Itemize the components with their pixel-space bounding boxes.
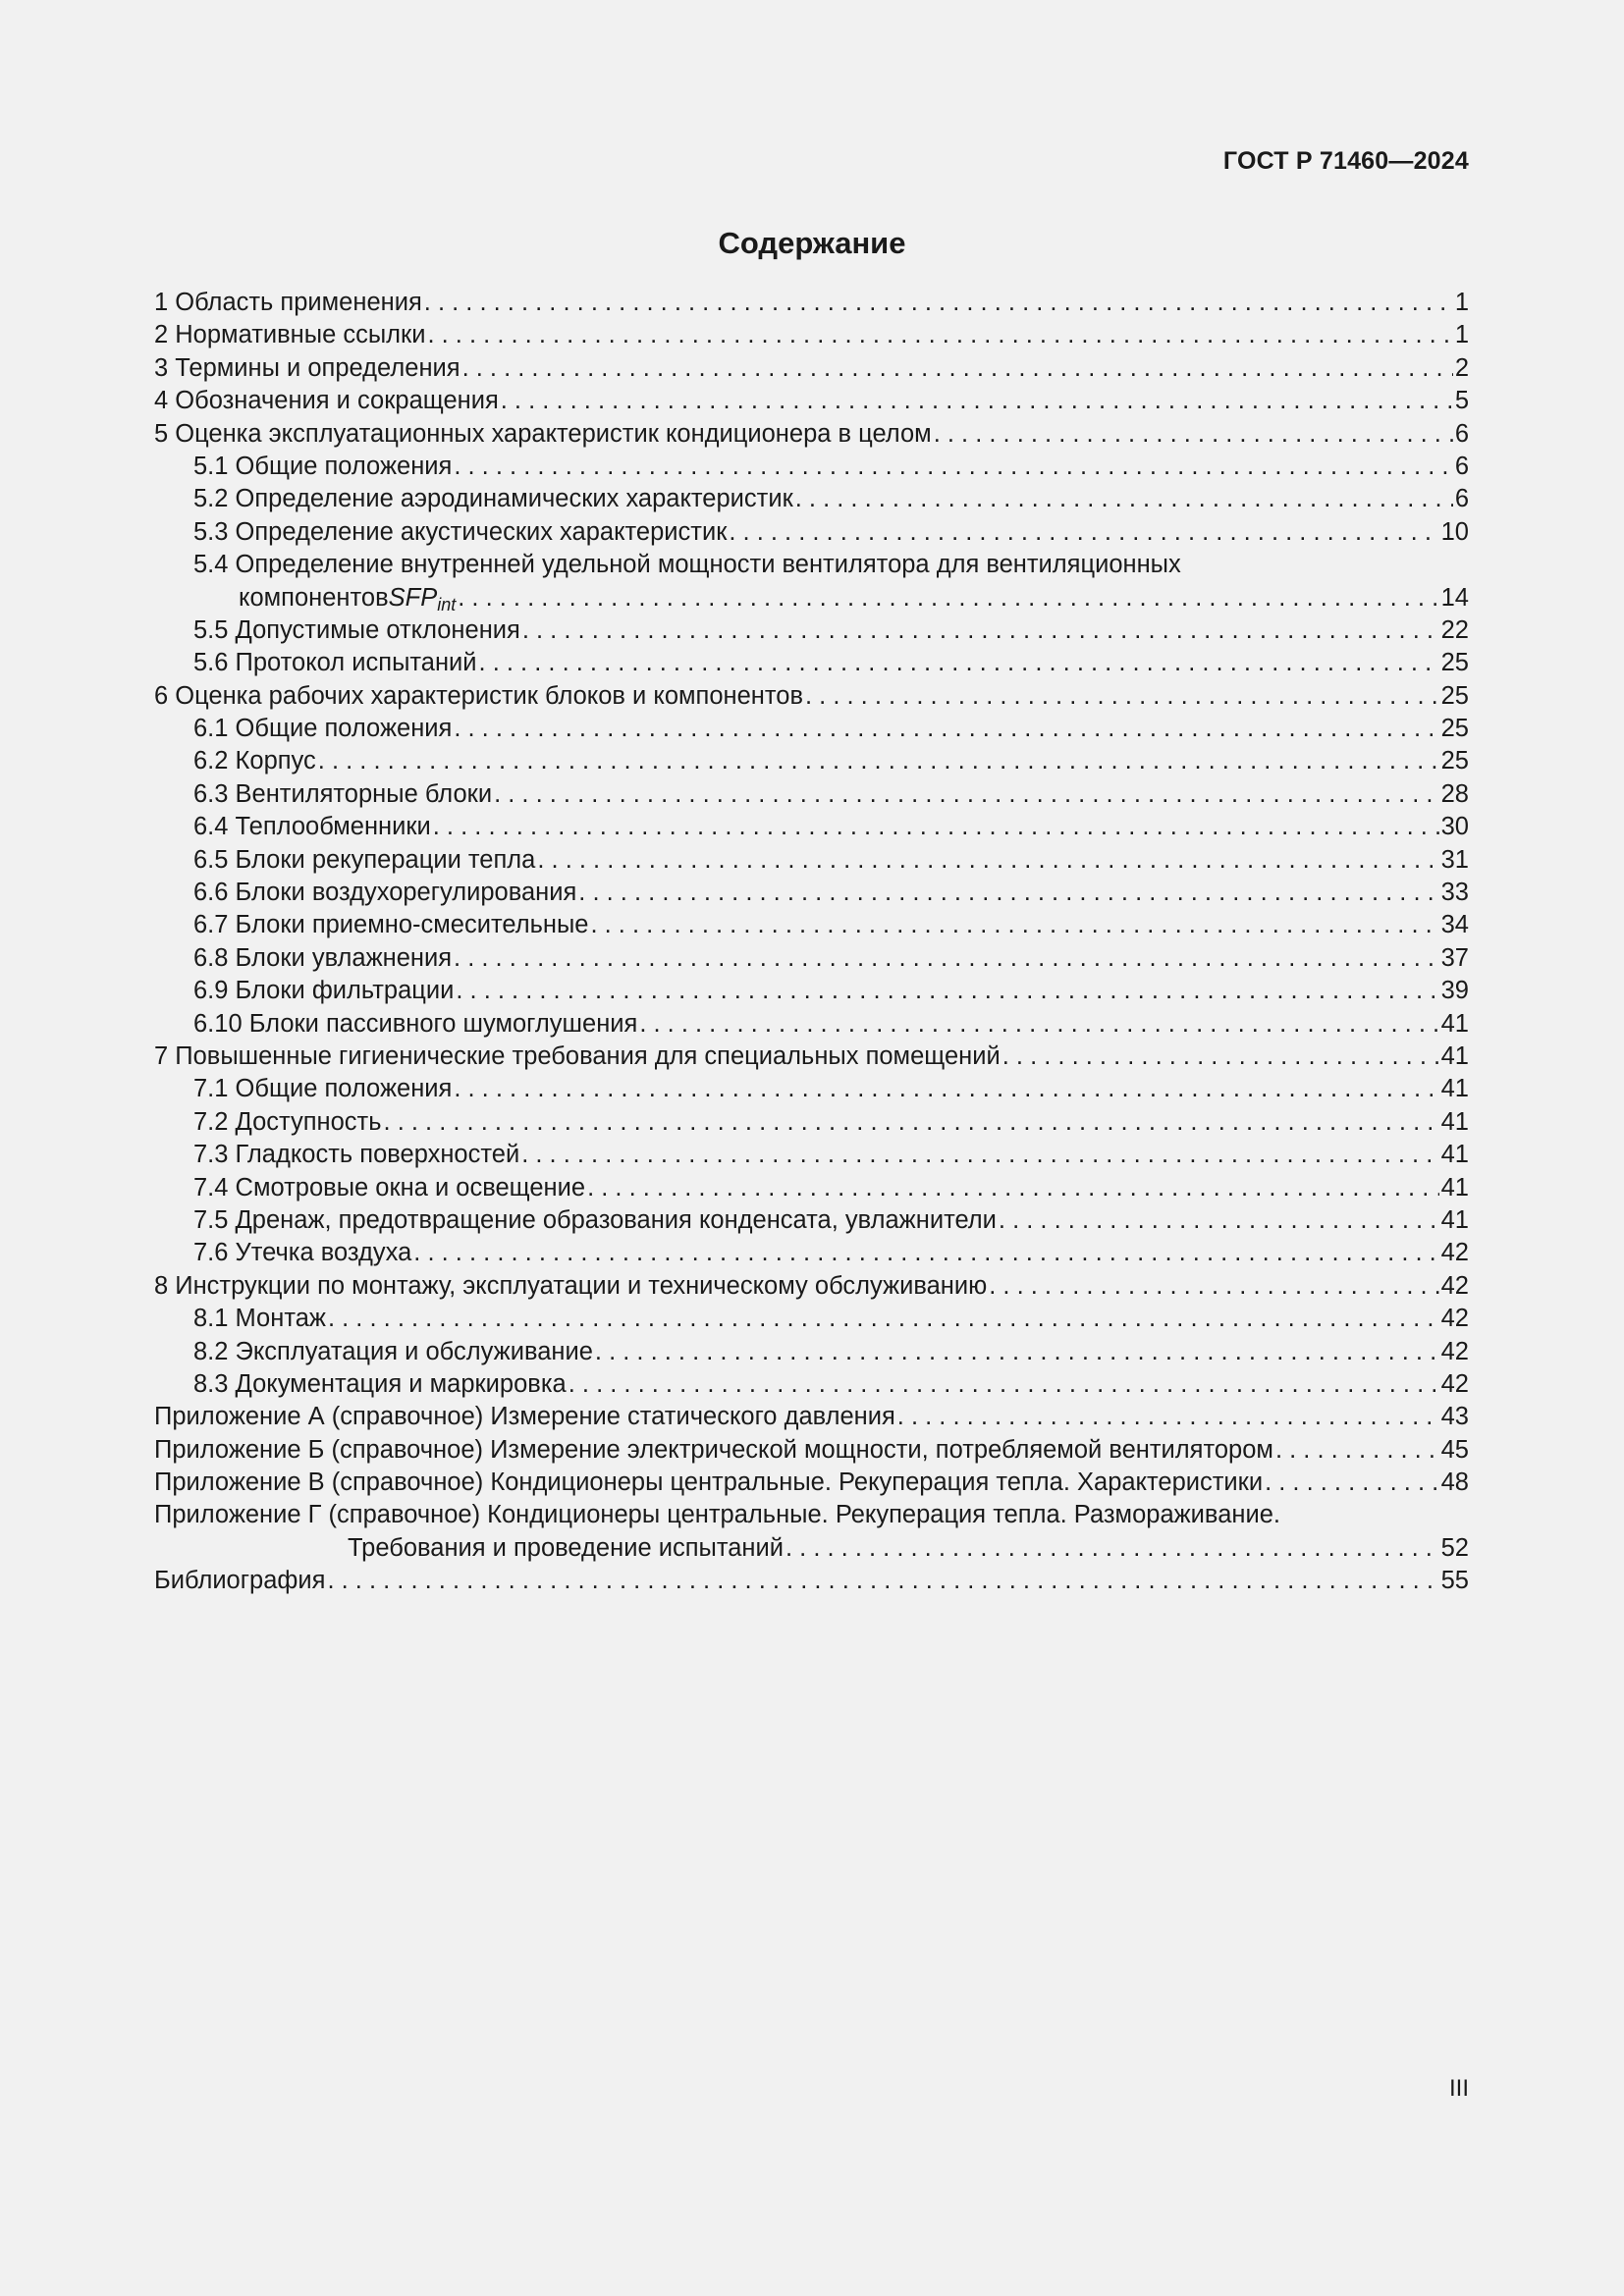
toc-entry-title: 7.4 Смотровые окна и освещение [193,1173,586,1201]
toc-page-number: 6 [1454,419,1469,448]
toc-page-number: 42 [1440,1239,1469,1267]
toc-entry-title: Приложение А (справочное) Измерение статического давления [154,1403,895,1431]
toc-dot-leader [1275,1434,1439,1467]
toc-dot-leader [384,1106,1439,1139]
toc-entry-title: 6.5 Блоки рекуперации тепла [193,845,536,874]
toc-page-number: 37 [1440,943,1469,972]
toc-entry-title: 6.7 Блоки приемно-смесительные [193,911,589,939]
toc-entry-title: 5.6 Протокол испытаний [193,649,477,677]
toc-entry-title: 7.3 Гладкость поверхностей [193,1141,520,1169]
toc-dot-leader [413,1237,1438,1269]
toc-dot-leader [595,1336,1439,1368]
toc-entry-title: 6.4 Теплообменники [193,813,431,841]
toc-entry-title: 7.1 Общие положения [193,1075,453,1103]
toc-page-number: 25 [1440,715,1469,743]
page-title: Содержание [718,226,906,260]
toc-page-number: 48 [1440,1468,1469,1497]
toc-entry[interactable] [154,1401,1469,1433]
toc-page-number: 41 [1440,1205,1469,1234]
document-code: ГОСТ Р 71460—2024 [1222,147,1469,175]
toc-entry[interactable] [154,1073,1469,1105]
toc-dot-leader [587,1172,1439,1204]
toc-page-number: 14 [1440,583,1469,612]
toc-entry[interactable] [154,975,1469,1007]
toc-entry[interactable] [154,1172,1469,1204]
toc-page-number: 1 [1454,289,1469,316]
toc-entry[interactable] [154,877,1469,909]
toc-page-number: 42 [1440,1337,1469,1365]
toc-page-number: 42 [1440,1271,1469,1300]
toc-page-number: 25 [1440,747,1469,775]
toc-entry-title: 1 Область применения [154,289,422,316]
toc-entry[interactable] [154,483,1469,515]
toc-entry-title: 5.3 Определение акустических характеристик [193,517,728,546]
toc-entry[interactable] [154,942,1469,975]
sfp-symbol: $SFP_{int}$ [388,583,457,614]
toc-entry[interactable] [154,1336,1469,1368]
toc-entry-title: 8.2 Эксплуатация и обслуживание [193,1337,593,1365]
toc-entry[interactable] [154,516,1469,549]
toc-entry-title: 8.3 Документация и маркировка [193,1369,567,1398]
toc-entry[interactable] [154,745,1469,777]
toc-entry-title: 7.5 Дренаж, предотвращение образования конденсата, увлажнители [193,1205,997,1234]
toc-dot-leader [454,1073,1438,1105]
toc-dot-leader [327,1565,1438,1597]
toc-page-number: 34 [1440,911,1469,939]
toc-entry-title: Библиография [154,1567,326,1595]
toc-dot-leader [897,1401,1439,1433]
toc-dot-leader [521,1139,1438,1171]
toc-entry[interactable] [154,1368,1469,1401]
toc-entry[interactable] [154,1499,1469,1531]
toc-entry[interactable] [154,1008,1469,1041]
toc-entry[interactable] [154,451,1469,483]
toc-entry-title: Приложение Г (справочное) Кондиционеры центральные. Рекуперация тепла. Размораживание. [154,1501,1280,1529]
toc-dot-leader [1265,1467,1439,1499]
toc-entry[interactable] [154,1270,1469,1303]
toc-entry[interactable] [154,713,1469,745]
toc-dot-leader [590,909,1438,941]
toc-page-number: 6 [1454,452,1469,480]
toc-entry-title: 6 Оценка рабочих характеристик блоков и компонентов [154,681,803,710]
toc-page-number: 39 [1440,977,1469,1005]
toc-page-number: 42 [1440,1305,1469,1333]
toc-dot-leader [424,287,1453,319]
toc-page-number: 31 [1440,845,1469,874]
toc-dot-leader [795,483,1453,515]
toc-dot-leader [785,1532,1439,1565]
toc-dot-leader [639,1008,1438,1041]
toc-dot-leader [989,1270,1438,1303]
toc-dot-leader [1002,1041,1439,1073]
toc-entry[interactable] [154,1565,1469,1597]
toc-page-number: 41 [1440,1141,1469,1169]
toc-entry-title: 5.2 Определение аэродинамических характеристик [193,485,793,513]
toc-page-number: 33 [1440,879,1469,907]
toc-entry[interactable] [154,1204,1469,1237]
toc-dot-leader [462,352,1453,385]
toc-entry-title: 7.2 Доступность [193,1107,382,1136]
toc-entry-title: 3 Термины и определения [154,353,460,382]
toc-page-number: 30 [1440,813,1469,841]
toc-page-number: 41 [1440,1107,1469,1136]
toc-entry-title: 2 Нормативные ссылки [154,321,426,349]
toc-entry[interactable] [154,319,1469,351]
toc-entry-title: Приложение В (справочное) Кондиционеры центральные. Рекуперация тепла. Характеристики [154,1468,1264,1497]
toc-entry-title: Требования и проведение испытаний [348,1533,784,1562]
toc-page-number: 41 [1440,1075,1469,1103]
toc-page-number: 42 [1440,1369,1469,1398]
toc-entry[interactable] [154,1139,1469,1171]
toc-entry-title: 6.3 Вентиляторные блоки [193,779,493,808]
toc-entry[interactable] [154,418,1469,451]
toc-entry-title: 8.1 Монтаж [193,1305,326,1333]
toc-entry-title: 6.8 Блоки увлажнения [193,943,453,972]
toc-entry-title: 6.1 Общие положения [193,715,453,743]
toc-dot-leader [458,582,1438,614]
toc-dot-leader [433,811,1439,843]
toc-dot-leader [456,975,1438,1007]
toc-page-number: 25 [1440,649,1469,677]
toc-entry[interactable] [154,647,1469,679]
toc-page-number: 22 [1440,615,1469,644]
toc-entry[interactable] [154,549,1469,581]
toc-dot-leader [578,877,1438,909]
page-number: III [1448,2075,1469,2102]
toc-dot-leader [805,680,1439,713]
toc-entry[interactable] [154,680,1469,713]
toc-dot-leader [479,647,1439,679]
toc-dot-leader [454,451,1452,483]
toc-page-number: 55 [1440,1567,1469,1595]
toc-entry[interactable] [154,385,1469,417]
toc-dot-leader [454,942,1439,975]
toc-dot-leader [729,516,1438,549]
toc-page-number: 52 [1440,1533,1469,1562]
toc-page-number: 45 [1440,1435,1469,1464]
toc-dot-leader [318,745,1439,777]
toc-entry[interactable] [154,909,1469,941]
toc-page-number: 41 [1440,1041,1469,1070]
toc-entry-title: 6.9 Блоки фильтрации [193,977,455,1005]
table-of-contents [154,287,1469,1598]
toc-dot-leader [934,418,1453,451]
toc-page-number: 1 [1454,321,1469,349]
toc-page-number: 25 [1440,681,1469,710]
toc-entry[interactable] [154,582,1469,614]
toc-entry[interactable] [154,1237,1469,1269]
toc-entry-title: 4 Обозначения и сокращения [154,387,499,415]
toc-entry[interactable] [154,844,1469,877]
toc-dot-leader [568,1368,1439,1401]
toc-entry-title: 6.10 Блоки пассивного шумоглушения [193,1009,638,1038]
toc-entry[interactable] [154,287,1469,319]
toc-page-number: 10 [1440,517,1469,546]
toc-page-number: 41 [1440,1009,1469,1038]
toc-entry[interactable] [154,1532,1469,1565]
toc-entry-title: 8 Инструкции по монтажу, эксплуатации и техническому обслуживанию [154,1271,988,1300]
toc-entry-title: 6.6 Блоки воздухорегулирования [193,879,577,907]
toc-dot-leader [494,778,1439,811]
toc-entry-title: компонентов [239,583,389,612]
toc-entry[interactable] [154,778,1469,811]
toc-dot-leader [501,385,1453,417]
toc-entry-title: 5.1 Общие положения [193,452,453,480]
toc-page-number: 5 [1454,387,1469,415]
toc-entry-title: 7.6 Утечка воздуха [193,1239,412,1267]
toc-dot-leader [537,844,1438,877]
toc-entry[interactable] [154,1434,1469,1467]
toc-page-number: 43 [1440,1403,1469,1431]
toc-dot-leader [328,1303,1439,1335]
toc-entry[interactable] [154,811,1469,843]
toc-entry[interactable] [154,1467,1469,1499]
toc-dot-leader [454,713,1438,745]
toc-entry-title: 6.2 Корпус [193,747,316,775]
toc-dot-leader [427,319,1452,351]
toc-entry-title: 5.4 Определение внутренней удельной мощности вентилятора для вентиляционных [193,551,1181,579]
toc-entry-title: 7 Повышенные гигиенические требования для специальных помещений [154,1041,1001,1070]
toc-page-number: 41 [1440,1173,1469,1201]
toc-page-number: 2 [1454,353,1469,382]
toc-entry[interactable] [154,614,1469,647]
toc-entry[interactable] [154,352,1469,385]
toc-entry-title: Приложение Б (справочное) Измерение электрической мощности, потребляемой вентилятором [154,1435,1273,1464]
toc-entry-title: 5.5 Допустимые отклонения [193,615,520,644]
toc-page-number: 6 [1454,485,1469,513]
toc-dot-leader [522,614,1439,647]
toc-entry[interactable] [154,1303,1469,1335]
toc-page-number: 28 [1440,779,1469,808]
toc-entry-title: 5 Оценка эксплуатационных характеристик кондиционера в целом [154,419,932,448]
toc-dot-leader [999,1204,1439,1237]
toc-entry[interactable] [154,1106,1469,1139]
toc-entry[interactable] [154,1041,1469,1073]
